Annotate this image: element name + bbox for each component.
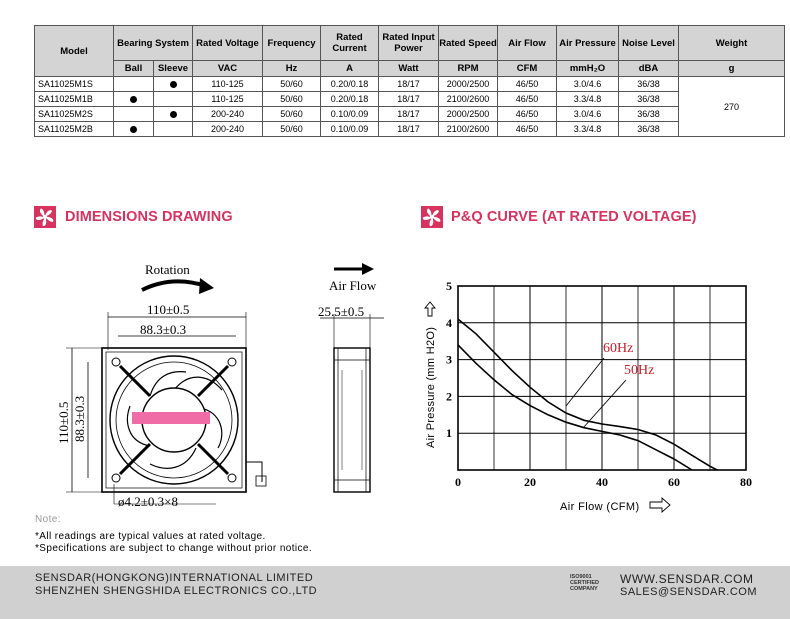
cell-power: 18/17 bbox=[379, 122, 439, 137]
airflow-arrowhead-icon bbox=[362, 263, 374, 275]
cell-model: SA11025M2B bbox=[35, 122, 114, 137]
website-link[interactable]: WWW.SENSDAR.COM bbox=[620, 572, 754, 586]
unit-weight: g bbox=[679, 61, 785, 77]
cell-speed: 2100/2600 bbox=[439, 92, 498, 107]
cell-frequency: 50/60 bbox=[263, 77, 321, 92]
unit-frequency: Hz bbox=[263, 61, 321, 77]
overall-height-dim: 110±0.5 bbox=[56, 401, 71, 444]
cell-frequency: 50/60 bbox=[263, 92, 321, 107]
hole-spacing-v-dim: 88.3±0.3 bbox=[72, 395, 87, 442]
legend-60hz: 60Hz bbox=[603, 341, 634, 356]
legend-50hz: 50Hz bbox=[624, 363, 655, 378]
rotation-arrow-icon bbox=[142, 281, 206, 290]
right-arrow-icon bbox=[650, 498, 670, 512]
cell-noise: 36/38 bbox=[619, 107, 679, 122]
pq-title: P&Q CURVE (AT RATED VOLTAGE) bbox=[451, 209, 697, 225]
fan-side-view bbox=[334, 348, 370, 492]
cell-ball bbox=[114, 92, 154, 107]
cell-power: 18/17 bbox=[379, 107, 439, 122]
cell-sleeve bbox=[154, 77, 193, 92]
table-row bbox=[35, 77, 785, 92]
hole-spacing-dim: 88.3±0.3 bbox=[140, 322, 187, 337]
fan-logo-icon bbox=[421, 206, 443, 228]
bullet-dot-icon bbox=[170, 81, 177, 88]
x-tick-label: 0 bbox=[455, 475, 461, 489]
fan-logo-icon bbox=[34, 206, 56, 228]
col-frequency: Frequency bbox=[263, 26, 321, 61]
note-heading: Note: bbox=[35, 514, 61, 525]
unit-current: A bbox=[321, 61, 379, 77]
unit-speed: RPM bbox=[439, 61, 498, 77]
iso-badge bbox=[570, 574, 599, 592]
cell-airflow: 46/50 bbox=[498, 77, 557, 92]
hole-diameter-dim: ø4.2±0.3×8 bbox=[118, 494, 178, 509]
cell-current: 0.20/0.18 bbox=[321, 92, 379, 107]
x-tick-label: 80 bbox=[740, 475, 752, 489]
y-tick-label: 5 bbox=[446, 279, 452, 293]
col-bearing: Bearing System bbox=[114, 26, 193, 61]
col-noise: Noise Level bbox=[619, 26, 679, 61]
table-row bbox=[35, 122, 785, 137]
cell-sleeve bbox=[154, 92, 193, 107]
col-power: Rated Input Power bbox=[379, 26, 439, 61]
cell-ball bbox=[114, 122, 154, 137]
cell-ball bbox=[114, 107, 154, 122]
x-tick-label: 60 bbox=[668, 475, 680, 489]
cell-power: 18/17 bbox=[379, 77, 439, 92]
cell-noise: 36/38 bbox=[619, 92, 679, 107]
depth-dim: 25.5±0.5 bbox=[318, 304, 365, 319]
rotation-arrowhead-icon bbox=[199, 278, 214, 294]
y-tick-label: 4 bbox=[446, 315, 452, 330]
y-tick-label: 1 bbox=[446, 426, 452, 441]
col-pressure: Air Pressure bbox=[557, 26, 619, 61]
col-airflow: Air Flow bbox=[498, 26, 557, 61]
cell-frequency: 50/60 bbox=[263, 107, 321, 122]
bullet-dot-icon bbox=[130, 96, 137, 103]
cell-airflow: 46/50 bbox=[498, 92, 557, 107]
table-row bbox=[35, 107, 785, 122]
cell-noise: 36/38 bbox=[619, 77, 679, 92]
col-current: Rated Current bbox=[321, 26, 379, 61]
col-voltage: Rated Voltage bbox=[193, 26, 263, 61]
unit-voltage: VAC bbox=[193, 61, 263, 77]
dimensions-drawing bbox=[0, 250, 400, 520]
unit-ball: Ball bbox=[114, 61, 154, 77]
cell-sleeve bbox=[154, 107, 193, 122]
y-tick-label: 2 bbox=[446, 389, 452, 404]
footer-band bbox=[0, 566, 790, 619]
company-sz: SHENZHEN SHENGSHIDA ELECTRONICS CO.,LTD bbox=[35, 585, 318, 597]
bullet-dot-icon bbox=[130, 126, 137, 133]
rotation-label: Rotation bbox=[145, 262, 190, 277]
cell-model: SA11025M2S bbox=[35, 107, 114, 122]
pq-chart bbox=[418, 270, 778, 520]
cell-frequency: 50/60 bbox=[263, 122, 321, 137]
series-line-60hz bbox=[458, 319, 717, 470]
cell-sleeve bbox=[154, 122, 193, 137]
y-tick-label: 3 bbox=[446, 352, 452, 367]
series-line-50hz bbox=[458, 345, 692, 470]
dimensions-title: DIMENSIONS DRAWING bbox=[65, 209, 233, 225]
y-axis-label: Air Pressure (mm H2O) bbox=[425, 326, 437, 448]
cell-current: 0.10/0.09 bbox=[321, 107, 379, 122]
bullet-dot-icon bbox=[170, 111, 177, 118]
unit-airflow: CFM bbox=[498, 61, 557, 77]
cell-pressure: 3.3/4.8 bbox=[557, 122, 619, 137]
cell-airflow: 46/50 bbox=[498, 122, 557, 137]
cell-pressure: 3.0/4.6 bbox=[557, 77, 619, 92]
col-weight: Weight bbox=[679, 26, 785, 61]
unit-power: Watt bbox=[379, 61, 439, 77]
iso-line-1: ISO9001 bbox=[570, 574, 592, 580]
cell-noise: 36/38 bbox=[619, 122, 679, 137]
iso-line-3: COMPANY bbox=[570, 586, 598, 592]
email-link[interactable]: SALES@SENSDAR.COM bbox=[620, 586, 758, 598]
cell-airflow: 46/50 bbox=[498, 107, 557, 122]
unit-noise: dBA bbox=[619, 61, 679, 77]
iso-line-2: CERTIFIED bbox=[570, 580, 600, 586]
company-hk: SENSDAR(HONGKONG)INTERNATIONAL LIMITED bbox=[35, 572, 314, 584]
airflow-label: Air Flow bbox=[329, 278, 377, 293]
unit-sleeve: Sleeve bbox=[154, 61, 193, 77]
x-axis-label: Air Flow (CFM) bbox=[560, 501, 640, 513]
table-row bbox=[35, 92, 785, 107]
cell-current: 0.20/0.18 bbox=[321, 77, 379, 92]
cell-speed: 2100/2600 bbox=[439, 122, 498, 137]
cell-pressure: 3.3/4.8 bbox=[557, 92, 619, 107]
cell-voltage: 110-125 bbox=[193, 92, 263, 107]
cell-model: SA11025M1S bbox=[35, 77, 114, 92]
cell-voltage: 200-240 bbox=[193, 122, 263, 137]
cell-pressure: 3.0/4.6 bbox=[557, 107, 619, 122]
cell-voltage: 110-125 bbox=[193, 77, 263, 92]
cell-weight: 270 bbox=[679, 77, 785, 137]
note-line-2: *Specifications are subject to change without prior notice. bbox=[35, 543, 313, 554]
cell-current: 0.10/0.09 bbox=[321, 122, 379, 137]
col-model: Model bbox=[35, 26, 114, 77]
x-tick-label: 40 bbox=[596, 475, 608, 489]
overall-width-dim: 110±0.5 bbox=[147, 302, 190, 317]
up-arrow-icon bbox=[425, 302, 435, 316]
cell-ball bbox=[114, 77, 154, 92]
x-tick-label: 20 bbox=[524, 475, 536, 489]
cell-power: 18/17 bbox=[379, 92, 439, 107]
note-line-1: *All readings are typical values at rated voltage. bbox=[35, 531, 266, 542]
cell-speed: 2000/2500 bbox=[439, 77, 498, 92]
hub-label bbox=[132, 412, 210, 424]
col-speed: Rated Speed bbox=[439, 26, 498, 61]
spec-table bbox=[34, 25, 785, 137]
unit-pressure: mmH₂O bbox=[557, 61, 619, 77]
cell-voltage: 200-240 bbox=[193, 107, 263, 122]
cell-model: SA11025M1B bbox=[35, 92, 114, 107]
cell-speed: 2000/2500 bbox=[439, 107, 498, 122]
